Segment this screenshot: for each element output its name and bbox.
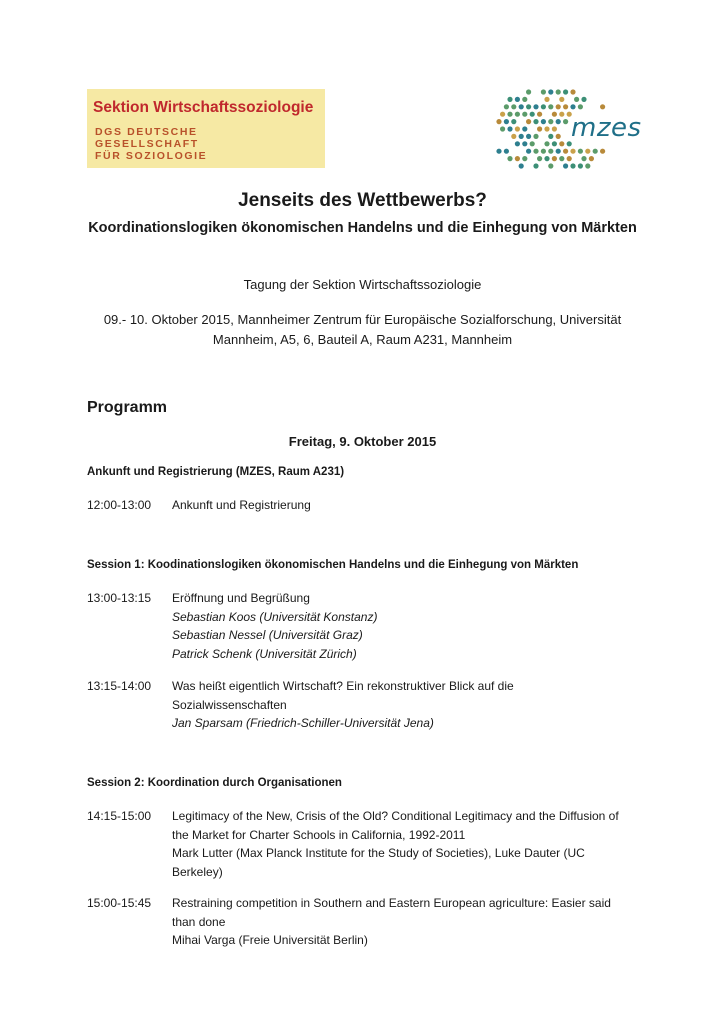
mzes-logo-dot	[589, 156, 594, 161]
entry-speaker: Jan Sparsam (Friedrich-Schiller-Universität Jena)	[172, 716, 434, 730]
mzes-logo-dot	[548, 149, 553, 154]
mzes-logo-dot	[526, 134, 531, 139]
mzes-logo-dot	[526, 89, 531, 94]
mzes-logo-dot	[515, 141, 520, 146]
entry-title: the Market for Charter Schools in California, 1992-2011	[172, 827, 466, 842]
mzes-logo-dot	[544, 141, 549, 146]
dgs-logo-title: Sektion Wirtschaftssoziologie	[93, 99, 314, 116]
mzes-logo-dot	[563, 89, 568, 94]
entry-speaker: Sebastian Koos (Universität Konstanz)	[172, 609, 378, 624]
mzes-logo-dot	[526, 149, 531, 154]
entry-time: 13:00-13:15	[87, 591, 152, 605]
mzes-logo-dot	[515, 126, 520, 131]
dgs-logo	[87, 89, 325, 168]
mzes-logo-dot	[544, 97, 549, 102]
mzes-logo-dot	[556, 89, 561, 94]
mzes-logo-dot	[522, 126, 527, 131]
mzes-logo-dot	[548, 89, 553, 94]
mzes-logo-dot	[559, 112, 564, 117]
mzes-logo-dot	[496, 149, 501, 154]
mzes-logo-dot	[552, 126, 557, 131]
mzes-logo-dot	[556, 104, 561, 109]
entry-speaker: Mark Lutter (Max Planck Institute for the Study of Societies), Luke Dauter (UC	[172, 846, 585, 860]
mzes-logo-dot	[559, 97, 564, 102]
entry-speaker: Berkeley)	[172, 864, 223, 879]
mzes-logo-dot	[556, 149, 561, 154]
mzes-logo-dot	[559, 156, 564, 161]
mzes-logo-dot	[563, 163, 568, 168]
dgs-logo-line: FÜR SOZIOLOGIE	[95, 150, 208, 162]
mzes-logo-dot	[533, 119, 538, 124]
entry-time: 15:00-15:45	[87, 896, 152, 910]
mzes-logo-dot	[519, 163, 524, 168]
mzes-logo-dot	[552, 112, 557, 117]
mzes-logo-dot	[522, 141, 527, 146]
mzes-logo-dot	[600, 149, 605, 154]
mzes-logo-dot	[522, 97, 527, 102]
dgs-logo-line: DGS DEUTSCHE	[95, 126, 198, 138]
section-heading-session-2: Session 2: Koordination durch Organisationen	[87, 777, 342, 789]
mzes-logo-dot	[567, 156, 572, 161]
mzes-logo-dot	[570, 163, 575, 168]
mzes-logo-dot	[563, 104, 568, 109]
mzes-logo-dot	[537, 126, 542, 131]
mzes-logo-dot	[511, 119, 516, 124]
entry-time: 12:00-13:00	[87, 498, 152, 512]
entry-title: Ankunft und Registrierung	[172, 498, 311, 512]
entry-time: 14:15-15:00	[87, 809, 152, 823]
mzes-logo-dot	[570, 89, 575, 94]
mzes-logo-dot	[578, 163, 583, 168]
mzes-logo-dot	[570, 104, 575, 109]
mzes-logo-dot	[526, 119, 531, 124]
mzes-logo-dot	[537, 112, 542, 117]
mzes-logo-dot	[548, 134, 553, 139]
entry-title: Legitimacy of the New, Crisis of the Old? Conditional Legitimacy and the Diffusion of	[172, 809, 619, 823]
section-heading-arrival: Ankunft und Registrierung (MZES, Raum A231)	[87, 466, 345, 478]
mzes-logo-dot	[552, 141, 557, 146]
mzes-logo-dot	[504, 104, 509, 109]
mzes-logo-dot	[585, 149, 590, 154]
mzes-logo-dot	[559, 141, 564, 146]
entry-title: Was heißt eigentlich Wirtschaft? Ein rekonstruktiver Blick auf die	[172, 679, 514, 693]
program-heading: Programm	[87, 399, 168, 416]
conference-name: Tagung der Sektion Wirtschaftssoziologie	[243, 277, 482, 292]
mzes-logo-dot	[530, 141, 535, 146]
mzes-logo-dot	[541, 104, 546, 109]
entry-title: Sozialwissenschaften	[172, 697, 287, 712]
mzes-logo-dot	[522, 156, 527, 161]
mzes-logo-dot	[515, 156, 520, 161]
mzes-logo-dot	[511, 134, 516, 139]
mzes-logo-dot	[581, 156, 586, 161]
mzes-logo-dot	[533, 163, 538, 168]
mzes-logo-dot	[500, 126, 505, 131]
mzes-logo-dot	[563, 149, 568, 154]
page-title: Jenseits des Wettbewerbs?	[238, 190, 487, 211]
mzes-logo-dot	[541, 149, 546, 154]
mzes-logo-dot	[570, 149, 575, 154]
mzes-logo-dot	[507, 126, 512, 131]
mzes-logo-dot	[511, 104, 516, 109]
section-heading-session-1: Session 1: Koodinationslogiken ökonomischen Handelns und die Einhegung von Märkten	[87, 559, 579, 571]
mzes-logo-dot	[507, 156, 512, 161]
mzes-logo-dot	[533, 104, 538, 109]
mzes-logo-dot	[581, 97, 586, 102]
mzes-logo-dot	[544, 156, 549, 161]
entry-title: Restraining competition in Southern and Eastern European agriculture: Easier said	[172, 896, 611, 910]
mzes-logo-dot	[541, 119, 546, 124]
page-subtitle: Koordinationslogiken ökonomischen Handelns und die Einhegung von Märkten	[88, 220, 637, 236]
mzes-logo-dot	[578, 104, 583, 109]
entry-speaker: Mihai Varga (Freie Universität Berlin)	[172, 933, 368, 947]
mzes-logo-dot	[519, 104, 524, 109]
mzes-logo-dot	[556, 119, 561, 124]
mzes-logo-dot	[563, 119, 568, 124]
mzes-logo-text: mzes	[571, 113, 642, 143]
mzes-logo-dot	[519, 134, 524, 139]
entry-speaker: Patrick Schenk (Universität Zürich)	[172, 646, 357, 661]
mzes-logo-dot	[500, 112, 505, 117]
mzes-logo-dot	[585, 163, 590, 168]
mzes-logo-dot	[574, 97, 579, 102]
venue-info	[60, 310, 665, 350]
mzes-logo-dot	[504, 119, 509, 124]
mzes-logo-dot	[526, 104, 531, 109]
mzes-logo-dot	[593, 149, 598, 154]
mzes-logo-dot	[578, 149, 583, 154]
mzes-logo-dot	[507, 112, 512, 117]
mzes-logo-dot	[548, 104, 553, 109]
mzes-logo-dot	[537, 156, 542, 161]
dgs-logo-line: GESELLSCHAFT	[95, 138, 199, 150]
mzes-logo-dot	[548, 163, 553, 168]
mzes-logo-dot	[548, 119, 553, 124]
venue-line: Mannheim, A5, 6, Bauteil A, Raum A231, Mannheim	[212, 332, 513, 347]
mzes-logo-dot	[600, 104, 605, 109]
day-heading: Freitag, 9. Oktober 2015	[288, 434, 437, 449]
mzes-logo-dot	[556, 134, 561, 139]
mzes-logo-dot	[507, 97, 512, 102]
mzes-logo-dot	[515, 97, 520, 102]
mzes-logo-dot	[541, 89, 546, 94]
mzes-logo-dot	[533, 134, 538, 139]
entry-speaker: Sebastian Nessel (Universität Graz)	[172, 628, 363, 642]
mzes-logo-dot	[544, 126, 549, 131]
mzes-logo-dot	[552, 156, 557, 161]
mzes-logo-dot	[530, 112, 535, 117]
mzes-logo-dot	[504, 149, 509, 154]
mzes-logo-dot	[515, 112, 520, 117]
venue-line: 09.- 10. Oktober 2015, Mannheimer Zentrum für Europäische Sozialforschung, Universität	[103, 312, 622, 327]
entry-time: 13:15-14:00	[87, 679, 152, 693]
mzes-logo-dot	[533, 149, 538, 154]
entry-title: than done	[172, 914, 226, 929]
mzes-logo-dot	[522, 112, 527, 117]
entry-title: Eröffnung und Begrüßung	[172, 591, 310, 605]
mzes-logo-dot	[496, 119, 501, 124]
